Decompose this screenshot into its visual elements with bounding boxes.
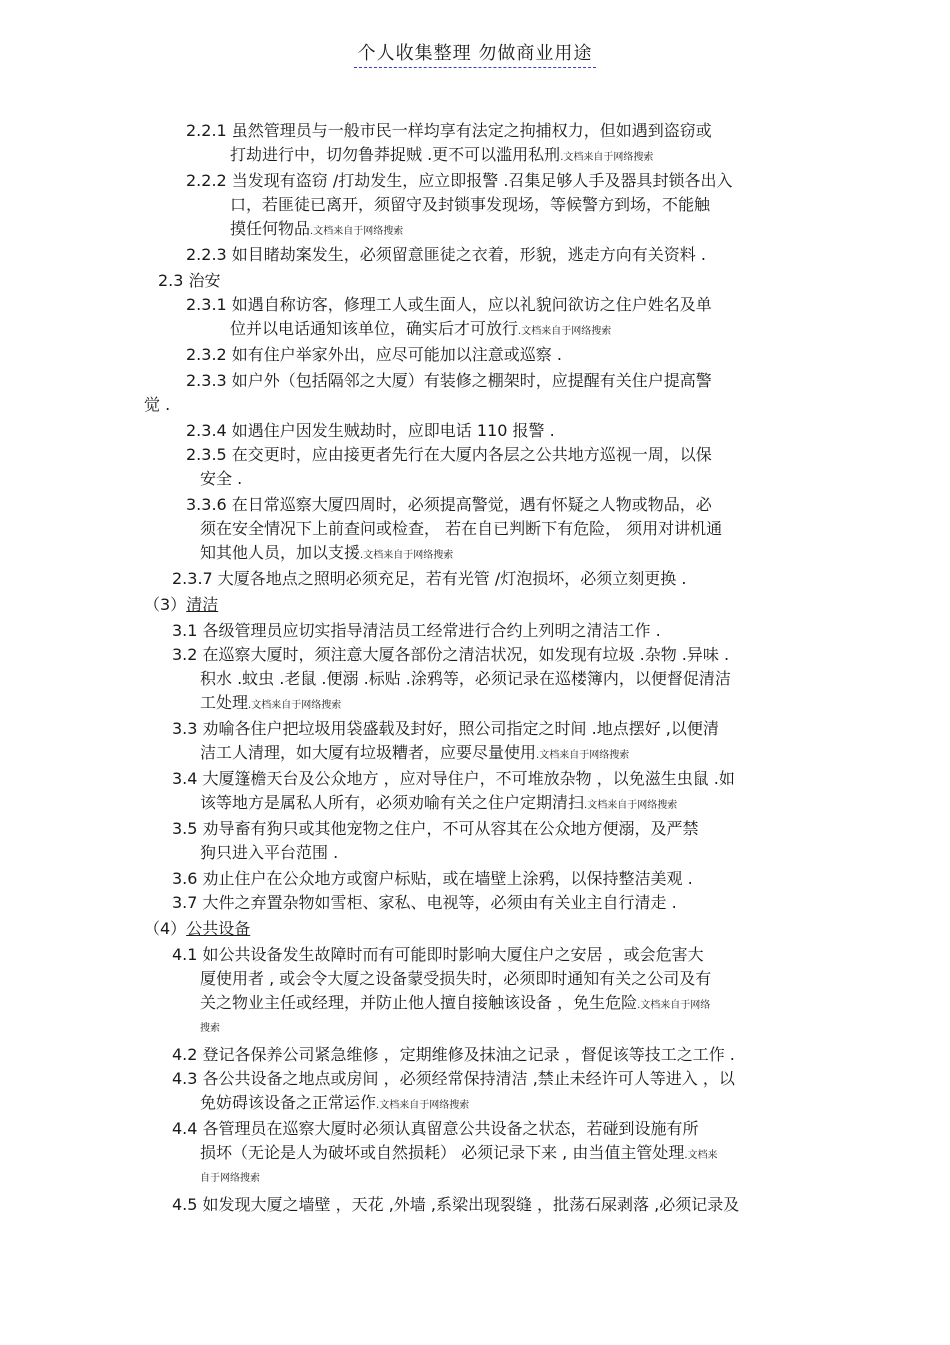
header-text: 个人收集整理 勿做商业用途 [354,43,597,68]
section-heading: （4）公共设备 [144,919,251,938]
source-note: .文档来自于网络搜索 [248,700,342,711]
text-line: 3.7 大件之弃置杂物如雪柜、家私、电视等，必须由有关业主自行清走 . [172,893,677,912]
text-line: 洁工人清理，如大厦有垃圾糟者，应要尽量使用.文档来自于网络搜索 [200,743,630,762]
text-line: 2.3.4 如遇住户因发生贼劫时，应即电话 110 报警 . [186,421,555,440]
source-note: .文档来自于网络搜索 [518,326,612,337]
text-line: 免妨碍该设备之正常运作.文档来自于网络搜索 [200,1093,470,1112]
text-line: 3.5 劝导畜有狗只或其他宠物之住户，不可从容其在公众地方便溺，及严禁 [172,819,699,838]
section-heading: （3）清洁 [144,595,219,614]
text-line: 2.3.5 在交更时，应由接更者先行在大厦内各层之公共地方巡视一周，以保 [186,445,712,464]
text-line: 狗只进入平台范围 . [200,843,339,862]
text-line: 2.3.3 如户外（包括隔邻之大厦）有装修之棚架时，应提醒有关住户提高警 [186,371,712,390]
text-line: 4.5 如发现大厦之墙壁 ，天花 ,外墙 ,系梁出现裂缝 ，批荡石屎剥落 ,必须记录及 [172,1195,740,1214]
text-line: 须在安全情况下上前查问或检查， 若在自已判断下有危险， 须用对讲机通 [200,519,723,538]
text-line: 该等地方是属私人所有，必须劝喻有关之住户定期清扫.文档来自于网络搜索 [200,793,678,812]
text-line: 损坏（无论是人为破坏或自然损耗） 必须记录下来 , 由当值主管处理.文档来 [200,1143,718,1162]
text-line: 安全 . [200,469,243,488]
text-line: 3.3.6 在日常巡察大厦四周时，必须提高警觉，遇有怀疑之人物或物品，必 [186,495,712,514]
text-line: 摸任何物品.文档来自于网络搜索 [230,219,404,238]
text-line: 4.2 登记各保养公司紧急维修 ，定期维修及抹油之记录 ，督促该等技工之工作 . [172,1045,735,1064]
text-line: 打劫进行中，切勿鲁莽捉贼 .更不可以滥用私刑.文档来自于网络搜索 [230,145,654,164]
text-line: 2.2.1 虽然管理员与一般市民一样均享有法定之拘捕权力，但如遇到盗窃或 [186,121,712,140]
page-header [0,42,950,66]
text-line: 关之物业主任或经理，并防止他人擅自接触该设备 ，免生危险.文档来自于网络 [200,993,711,1012]
text-line: 厦使用者 , 或会令大厦之设备蒙受损失时，必须即时通知有关之公司及有 [200,969,712,988]
text-line: 位并以电话通知该单位，确实后才可放行.文档来自于网络搜索 [230,319,612,338]
text-line: 2.2.2 当发现有盗窃 /打劫发生，应立即报警 .召集足够人手及器具封锁各出入 [186,171,733,190]
text-line: 知其他人员，加以支援.文档来自于网络搜索 [200,543,454,562]
text-line: 2.3.1 如遇自称访客，修理工人或生面人，应以礼貌问欲访之住户姓名及单 [186,295,712,314]
text-line: 2.3.2 如有住户举家外出，应尽可能加以注意或巡察 . [186,345,562,364]
source-note: 自于网络搜索 [200,1173,260,1184]
source-note: .文档来自于网络搜索 [360,550,454,561]
text-line: 3.1 各级管理员应切实指导清洁员工经常进行合约上列明之清洁工作 . [172,621,661,640]
source-note: .文档来自于网络 [637,1000,711,1011]
text-line: 觉 . [144,395,171,414]
source-note: .文档来自于网络搜索 [560,152,654,163]
text-line: 口，若匪徒已离开，须留守及封锁事发现场，等候警方到场，不能触 [230,195,711,214]
text-line: 3.6 劝止住户在公众地方或窗户标贴，或在墙壁上涂鸦，以保持整洁美观 . [172,869,693,888]
source-note: .文档来 [684,1150,718,1161]
text-line: 积水 .蚊虫 .老鼠 .便溺 .标贴 .涂鸦等，必须记录在巡楼簿内，以便督促清洁 [200,669,731,688]
source-note: 搜索 [200,1023,220,1034]
source-note: .文档来自于网络搜索 [584,800,678,811]
text-line: 3.4 大厦篷檐天台及公众地方 ，应对导住户，不可堆放杂物 ，以免滋生虫鼠 .如 [172,769,735,788]
source-note: .文档来自于网络搜索 [536,750,630,761]
section-heading: 2.3 治安 [158,271,221,290]
text-line: 3.3 劝喻各住户把垃圾用袋盛载及封好，照公司指定之时间 .地点摆好 ,以便清 [172,719,719,738]
text-line: 3.2 在巡察大厦时，须注意大厦各部份之清洁状况，如发现有垃圾 .杂物 .异味 . [172,645,730,664]
source-note: .文档来自于网络搜索 [310,226,404,237]
text-line: 2.2.3 如目睹劫案发生，必须留意匪徒之衣着，形貌，逃走方向有关资料 . [186,245,706,264]
text-line: 4.1 如公共设备发生故障时而有可能即时影响大厦住户之安居 ，或会危害大 [172,945,704,964]
source-note: .文档来自于网络搜索 [376,1100,470,1111]
text-line: 4.3 各公共设备之地点或房间 ，必须经常保持清洁 ,禁止未经许可人等进入 ，以 [172,1069,735,1088]
text-line: 2.3.7 大厦各地点之照明必须充足，若有光管 /灯泡损坏，必须立刻更换 . [172,569,687,588]
text-line: 4.4 各管理员在巡察大厦时必须认真留意公共设备之状态，若碰到设施有所 [172,1119,699,1138]
text-line: 工处理.文档来自于网络搜索 [200,693,342,712]
